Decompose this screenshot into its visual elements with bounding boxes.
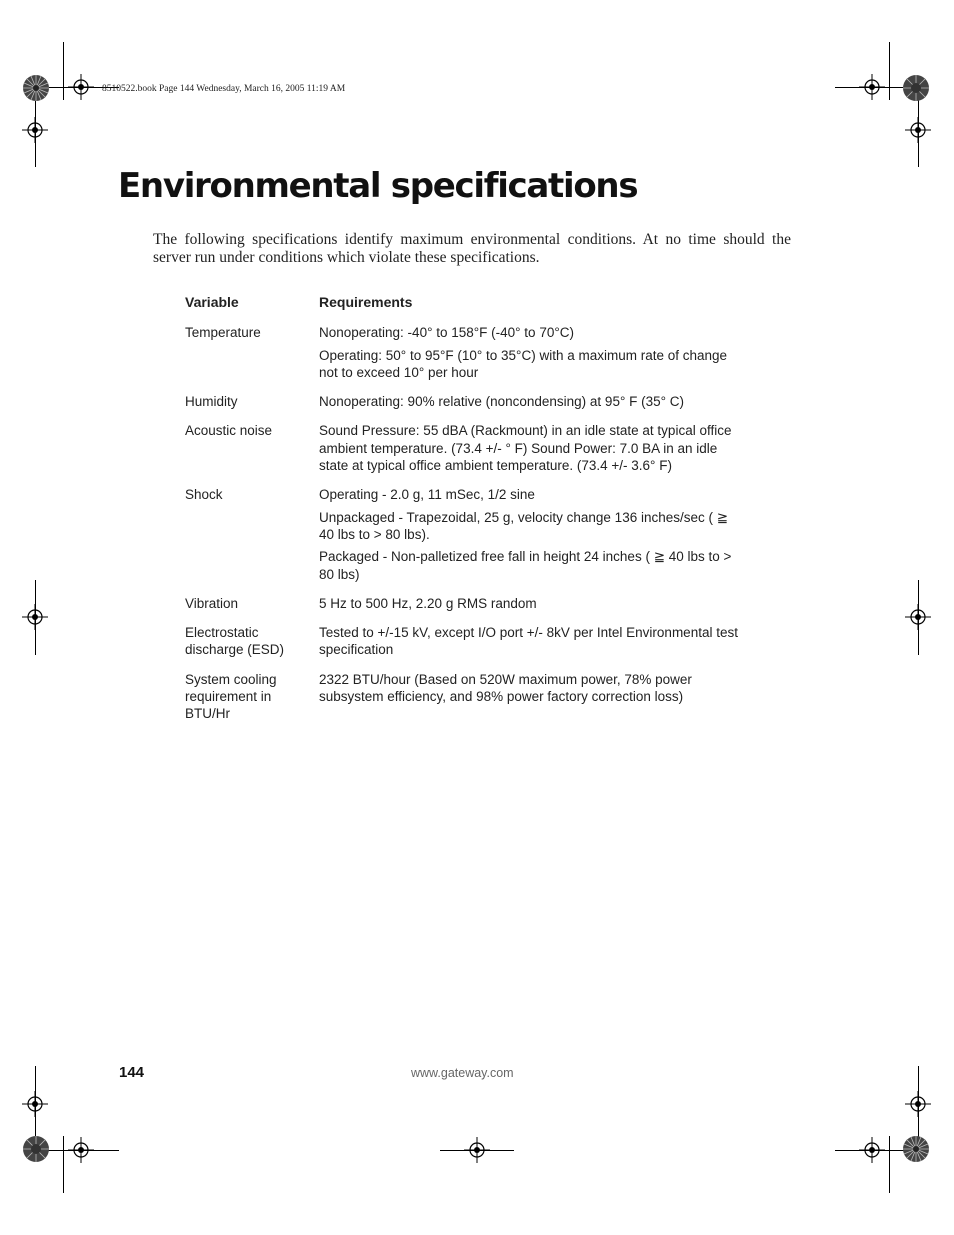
crosshair-icon <box>22 117 48 143</box>
table-row <box>185 486 745 582</box>
variable-cell: Shock <box>185 487 223 503</box>
requirements-cell <box>319 393 745 410</box>
table-row <box>185 624 745 659</box>
table-row <box>185 595 745 612</box>
crosshair-icon <box>859 74 885 100</box>
crosshair-icon <box>905 117 931 143</box>
specifications-table <box>185 294 745 735</box>
intro-paragraph: The following specifications identify maximum environmental conditions. At no time should the server run under conditions which violate these specifications. <box>153 231 791 266</box>
registration-wheel-icon <box>902 74 930 102</box>
table-row <box>185 671 745 723</box>
requirement-text: Packaged - Non-palletized free fall in height 24 inches ( ≧ 40 lbs to > 80 lbs) <box>319 549 732 582</box>
requirements-cell <box>319 671 745 723</box>
crosshair-icon <box>859 1137 885 1163</box>
registration-wheel-icon <box>22 74 50 102</box>
variable-cell: Vibration <box>185 595 239 611</box>
requirement-text: Tested to +/-15 kV, except I/O port +/- 8kV per Intel Environmental test specification <box>319 625 738 658</box>
requirement-text: 2322 BTU/hour (Based on 520W maximum power, 78% power subsystem efficiency, and 98% power factory correction loss) <box>319 671 692 705</box>
print-slug: 8510522.book Page 144 Wednesday, March 16, 2005 11:19 AM <box>102 84 346 94</box>
requirements-cell <box>319 324 745 381</box>
table-row <box>185 393 745 410</box>
registration-wheel-icon <box>902 1135 930 1163</box>
crosshair-icon <box>22 604 48 630</box>
table-header <box>185 294 745 311</box>
crosshair-icon <box>905 604 931 630</box>
table-row <box>185 324 745 381</box>
requirements-cell <box>319 486 745 582</box>
requirement-text: Operating: 50° to 95°F (10° to 35°C) with a maximum rate of change not to exceed 10° per hour <box>319 347 728 380</box>
page-title: Environmental specifications <box>118 166 638 206</box>
requirements-cell <box>319 595 745 612</box>
header-requirements: Requirements <box>319 294 413 310</box>
variable-cell: System cooling requirement in BTU/Hr <box>185 671 277 722</box>
header-variable: Variable <box>185 294 239 310</box>
page-number: 144 <box>119 1064 145 1081</box>
footer-url: www.gateway.com <box>411 1066 514 1080</box>
crosshair-icon <box>68 74 94 100</box>
requirement-text: Nonoperating: -40° to 158°F (-40° to 70°C) <box>319 325 574 341</box>
registration-wheel-icon <box>22 1135 50 1163</box>
crosshair-icon <box>464 1137 490 1163</box>
variable-cell: Humidity <box>185 394 238 410</box>
variable-cell: Electrostatic discharge (ESD) <box>185 625 285 658</box>
variable-cell: Acoustic noise <box>185 423 273 439</box>
requirement-text: Nonoperating: 90% relative (noncondensing) at 95° F (35° C) <box>319 394 685 410</box>
requirements-cell <box>319 422 745 474</box>
requirement-text: Sound Pressure: 55 dBA (Rackmount) in an idle state at typical office ambient temperature. (73.4 +/- ° F) Sound Power: 7.0 BA in an idle state at typical office ambient temperature. (73.4 +/- 3.6° F) <box>319 423 732 474</box>
table-row <box>185 422 745 474</box>
requirement-text: Operating - 2.0 g, 11 mSec, 1/2 sine <box>319 487 535 503</box>
requirement-text: 5 Hz to 500 Hz, 2.20 g RMS random <box>319 595 537 611</box>
crosshair-icon <box>905 1091 931 1117</box>
requirements-cell <box>319 624 745 659</box>
crosshair-icon <box>68 1137 94 1163</box>
variable-cell: Temperature <box>185 325 261 341</box>
requirement-text: Unpackaged - Trapezoidal, 25 g, velocity change 136 inches/sec ( ≧ 40 lbs to > 80 lbs). <box>319 509 729 542</box>
crosshair-icon <box>22 1091 48 1117</box>
